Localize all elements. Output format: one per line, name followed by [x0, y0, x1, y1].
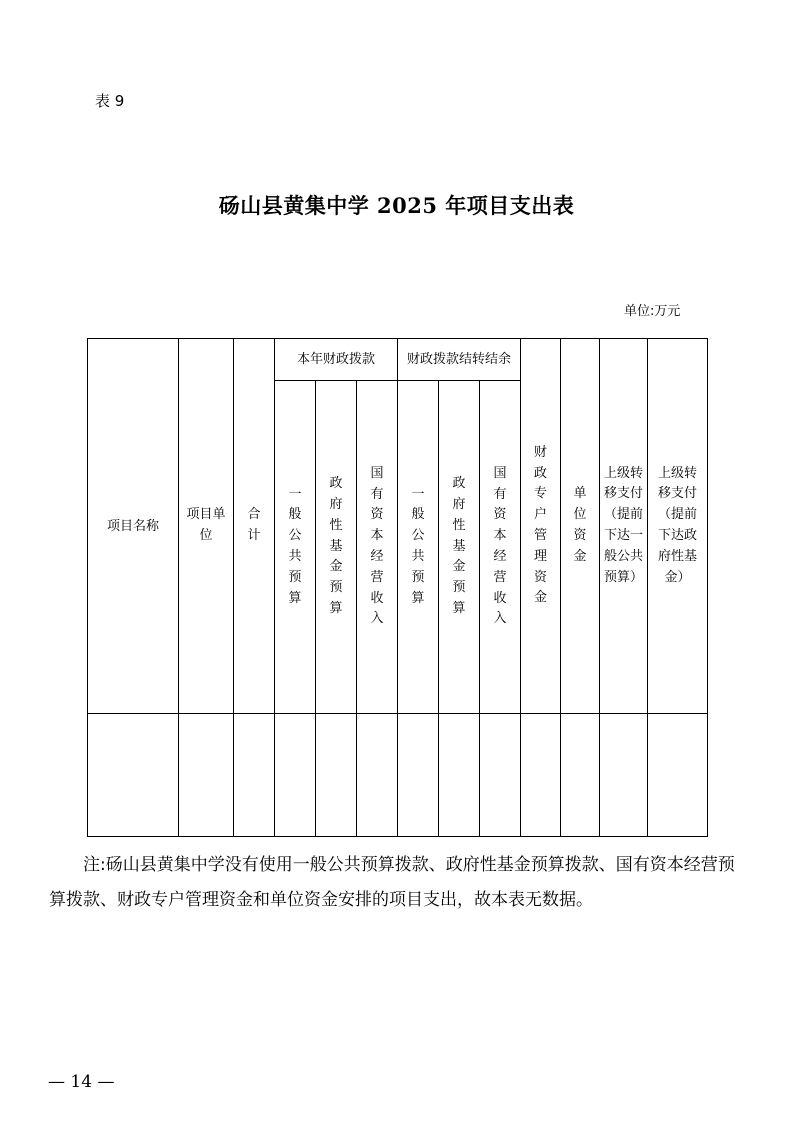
header-current-general-budget: 一般公共预算 [275, 381, 316, 714]
table-cell [88, 714, 179, 837]
table-cell [179, 714, 234, 837]
project-expenditure-table [87, 338, 708, 837]
table-cell [561, 714, 600, 837]
header-current-fund-budget: 政府性基金预算 [316, 381, 357, 714]
header-project-unit: 项目单位 [179, 339, 234, 714]
header-carryover-fund-budget: 政府性基金预算 [439, 381, 480, 714]
header-transfer-fund: 上级转移支付（提前下达政府性基金） [648, 339, 708, 714]
table-cell [439, 714, 480, 837]
header-carryover-balance: 财政拨款结转结余 [398, 339, 521, 381]
header-total: 合计 [234, 339, 275, 714]
table-cell [648, 714, 708, 837]
header-project-name: 项目名称 [88, 339, 179, 714]
table-cell [234, 714, 275, 837]
header-current-year-appropriation: 本年财政拨款 [275, 339, 398, 381]
table-cell [275, 714, 316, 837]
header-current-capital-income: 国有资本经营收入 [357, 381, 398, 714]
table-cell [480, 714, 521, 837]
table-cell [316, 714, 357, 837]
header-carryover-general-budget: 一般公共预算 [398, 381, 439, 714]
unit-label: 单位:万元 [624, 304, 681, 319]
table-cell [357, 714, 398, 837]
table-row [88, 714, 708, 837]
document-title: 砀山县黄集中学 2025 年项目支出表 [218, 193, 575, 218]
table-cell [521, 714, 561, 837]
table-note: 注:砀山县黄集中学没有使用一般公共预算拨款、政府性基金预算拨款、国有资本经营预算拨款、财政专户管理资金和单位资金安排的项目支出，故本表无数据。 [49, 855, 735, 910]
header-transfer-general: 上级转移支付（提前下达一般公共预算） [600, 339, 648, 714]
header-special-account-funds: 财政专户管理资金 [521, 339, 561, 714]
table-cell [600, 714, 648, 837]
header-carryover-capital-income: 国有资本经营收入 [480, 381, 521, 714]
page-number: — 14 — [48, 1072, 115, 1092]
table-cell [398, 714, 439, 837]
header-unit-funds: 单位资金 [561, 339, 600, 714]
table-number: 表 9 [95, 92, 125, 110]
